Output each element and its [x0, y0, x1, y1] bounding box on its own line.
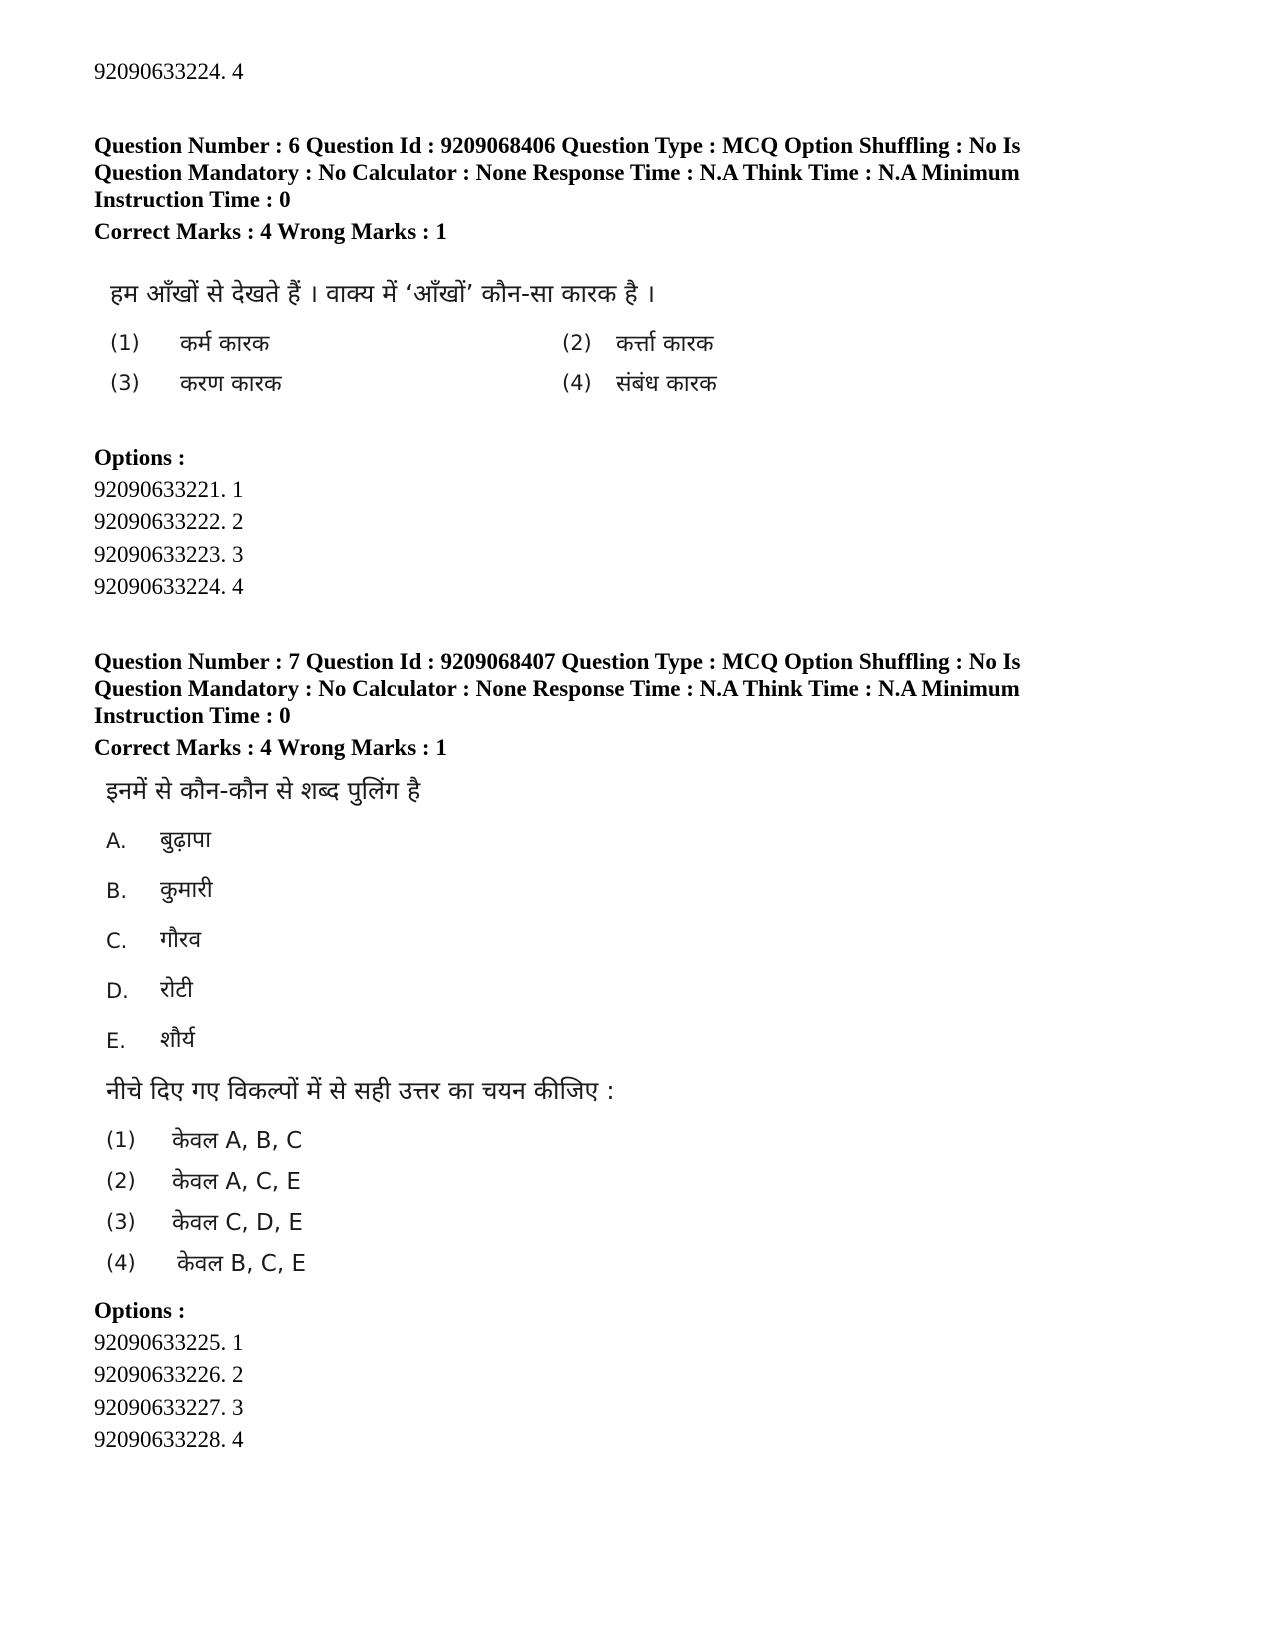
choice-number: (4) [106, 1251, 136, 1275]
question-header-line: Question Number : 6 Question Id : 9209068406 Question Type : MCQ Option Shuffling : No Is [94, 133, 1021, 158]
question-text: इनमें से कौन-कौन से शब्द पुलिंग है [106, 776, 421, 805]
item-letter: E. [106, 1029, 126, 1053]
question-header-line: Question Number : 7 Question Id : 9209068407 Question Type : MCQ Option Shuffling : No Is [94, 649, 1021, 674]
choice-number: (3) [110, 371, 140, 395]
option-line: 92090633224. 4 [94, 574, 244, 599]
choice-text: कर्म कारक [180, 331, 270, 357]
options-label: Options : [94, 445, 186, 470]
option-line: 92090633224. 4 [94, 59, 244, 84]
choice-number: (4) [562, 371, 592, 395]
question-text: हम आँखों से देखते हैं । वाक्य में ‘आँखों’ कौन-सा कारक है । [110, 279, 656, 308]
marks-line: Correct Marks : 4 Wrong Marks : 1 [94, 219, 447, 244]
option-line: 92090633223. 3 [94, 542, 244, 567]
question-header-line: Question Mandatory : No Calculator : None Response Time : N.A Think Time : N.A Minimum [94, 160, 1020, 185]
options-label: Options : [94, 1298, 186, 1323]
option-line: 92090633221. 1 [94, 477, 244, 502]
choice-text: कर्त्ता कारक [616, 331, 714, 357]
item-letter: D. [106, 979, 129, 1003]
item-text: शौर्य [160, 1027, 195, 1053]
item-text: रोटी [160, 977, 193, 1003]
item-text: बुढ़ापा [160, 827, 212, 853]
question-header-line: Instruction Time : 0 [94, 703, 291, 728]
item-letter: A. [106, 829, 127, 853]
option-line: 92090633225. 1 [94, 1330, 244, 1355]
choice-number: (3) [106, 1210, 136, 1234]
choice-text: केवल C, D, E [172, 1210, 303, 1236]
choice-number: (1) [106, 1128, 136, 1152]
option-line: 92090633226. 2 [94, 1362, 244, 1387]
choice-number: (2) [562, 331, 592, 355]
choice-text: करण कारक [180, 371, 282, 397]
choice-number: (1) [110, 331, 140, 355]
question-header-line: Instruction Time : 0 [94, 187, 291, 212]
question-header-line: Question Mandatory : No Calculator : None Response Time : N.A Think Time : N.A Minimum [94, 676, 1020, 701]
marks-line: Correct Marks : 4 Wrong Marks : 1 [94, 735, 447, 760]
choice-text: संबंध कारक [616, 371, 717, 397]
choice-text: केवल B, C, E [177, 1251, 306, 1277]
choice-number: (2) [106, 1169, 136, 1193]
item-text: गौरव [160, 927, 202, 953]
choice-text: केवल A, B, C [172, 1128, 303, 1154]
option-line: 92090633227. 3 [94, 1395, 244, 1420]
item-letter: B. [106, 879, 128, 903]
item-text: कुमारी [160, 877, 213, 903]
option-line: 92090633228. 4 [94, 1427, 244, 1452]
instruction-text: नीचे दिए गए विकल्पों में से सही उत्तर का चयन कीजिए : [106, 1076, 615, 1105]
option-line: 92090633222. 2 [94, 509, 244, 534]
item-letter: C. [106, 929, 128, 953]
choice-text: केवल A, C, E [172, 1169, 301, 1195]
